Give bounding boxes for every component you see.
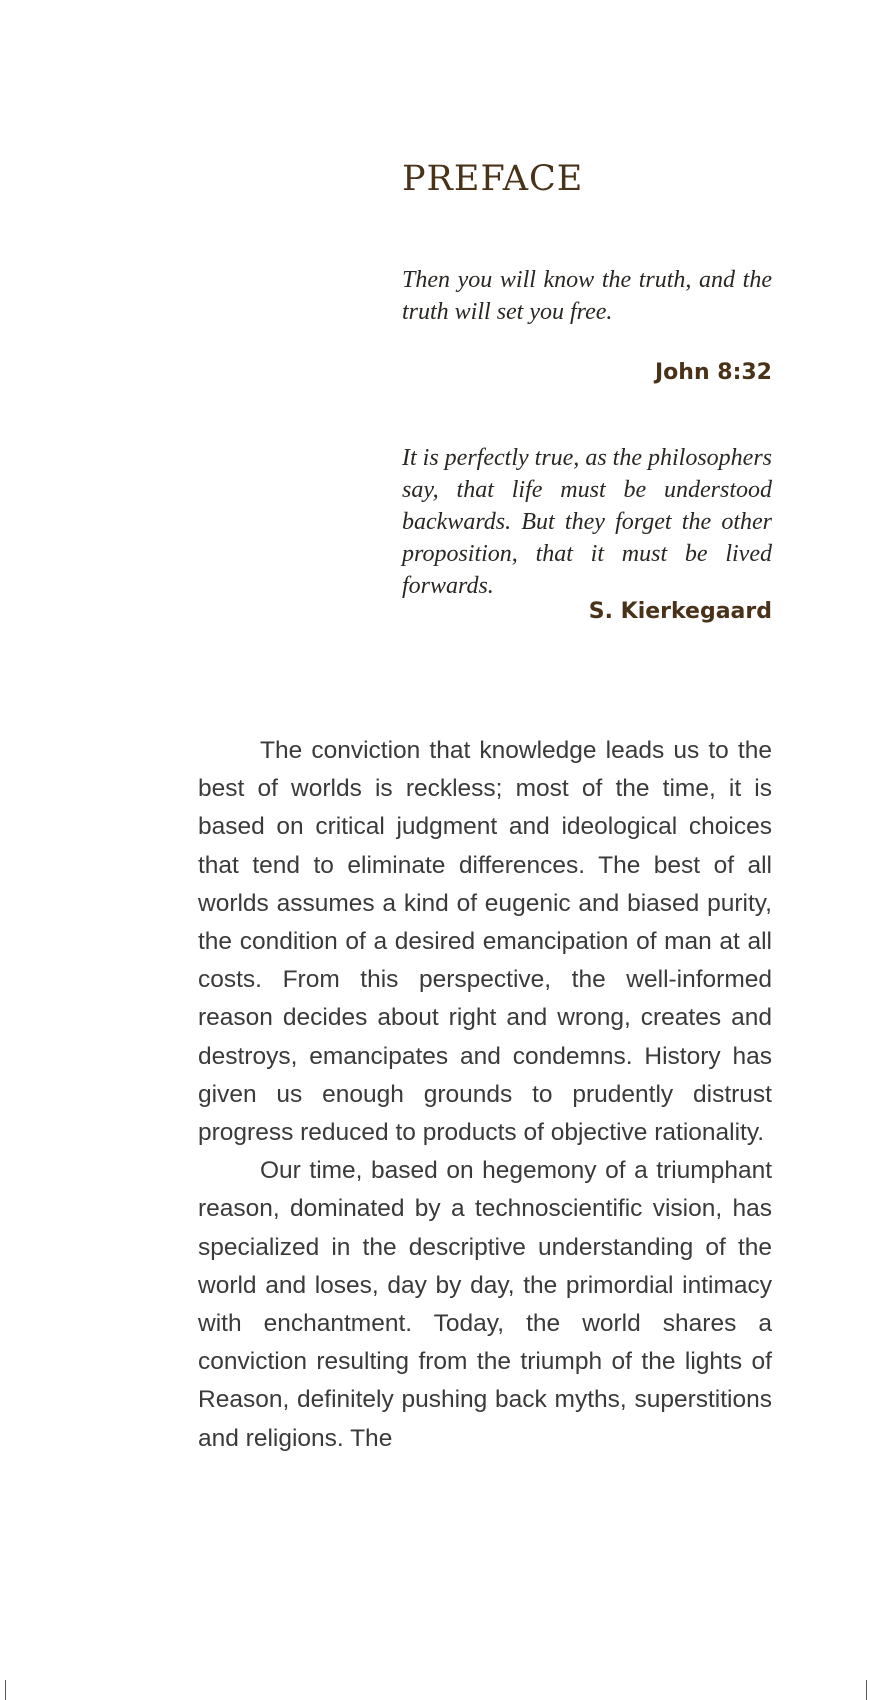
epigraph-quote-john: Then you will know the truth, and the truth will set you free. bbox=[402, 267, 772, 325]
epigraph-attribution-kierkegaard: S. Kierkegaard bbox=[588, 599, 772, 624]
body-text bbox=[198, 732, 772, 1458]
page-title: PREFACE bbox=[402, 159, 584, 199]
epigraph-attribution-john: John 8:32 bbox=[654, 360, 772, 385]
crop-mark-right bbox=[866, 1680, 867, 1700]
crop-mark-left bbox=[5, 1680, 6, 1700]
body-paragraph-1: The conviction that knowledge leads us to the best of worlds is reckless; most of the time, it is based on critical judgment and ideological choices that tend to eliminate differences. The best of all worlds assumes a kind of eugenic and biased purity, the condition of a desired emancipation of man at all costs. From this perspective, the well-informed reason decides about right and wrong, creates and destroys, emancipates and condemns. History has given us enough grounds to prudently distrust progress reduced to products of objective rationality. bbox=[198, 737, 772, 1147]
body-paragraph-2: Our time, based on hegemony of a triumphant reason, dominated by a technoscientific vision, has specialized in the descriptive understanding of the world and loses, day by day, the primordial intimacy with enchantment. Today, the world shares a conviction resulting from the triumph of the lights of Reason, definitely pushing back myths, superstitions and religions. The bbox=[198, 1157, 772, 1452]
epigraph-quote-kierkegaard: It is perfectly true, as the philosophers say, that life must be understood backwards. But they forget the other proposition, that it must be lived forwards. bbox=[402, 445, 772, 599]
